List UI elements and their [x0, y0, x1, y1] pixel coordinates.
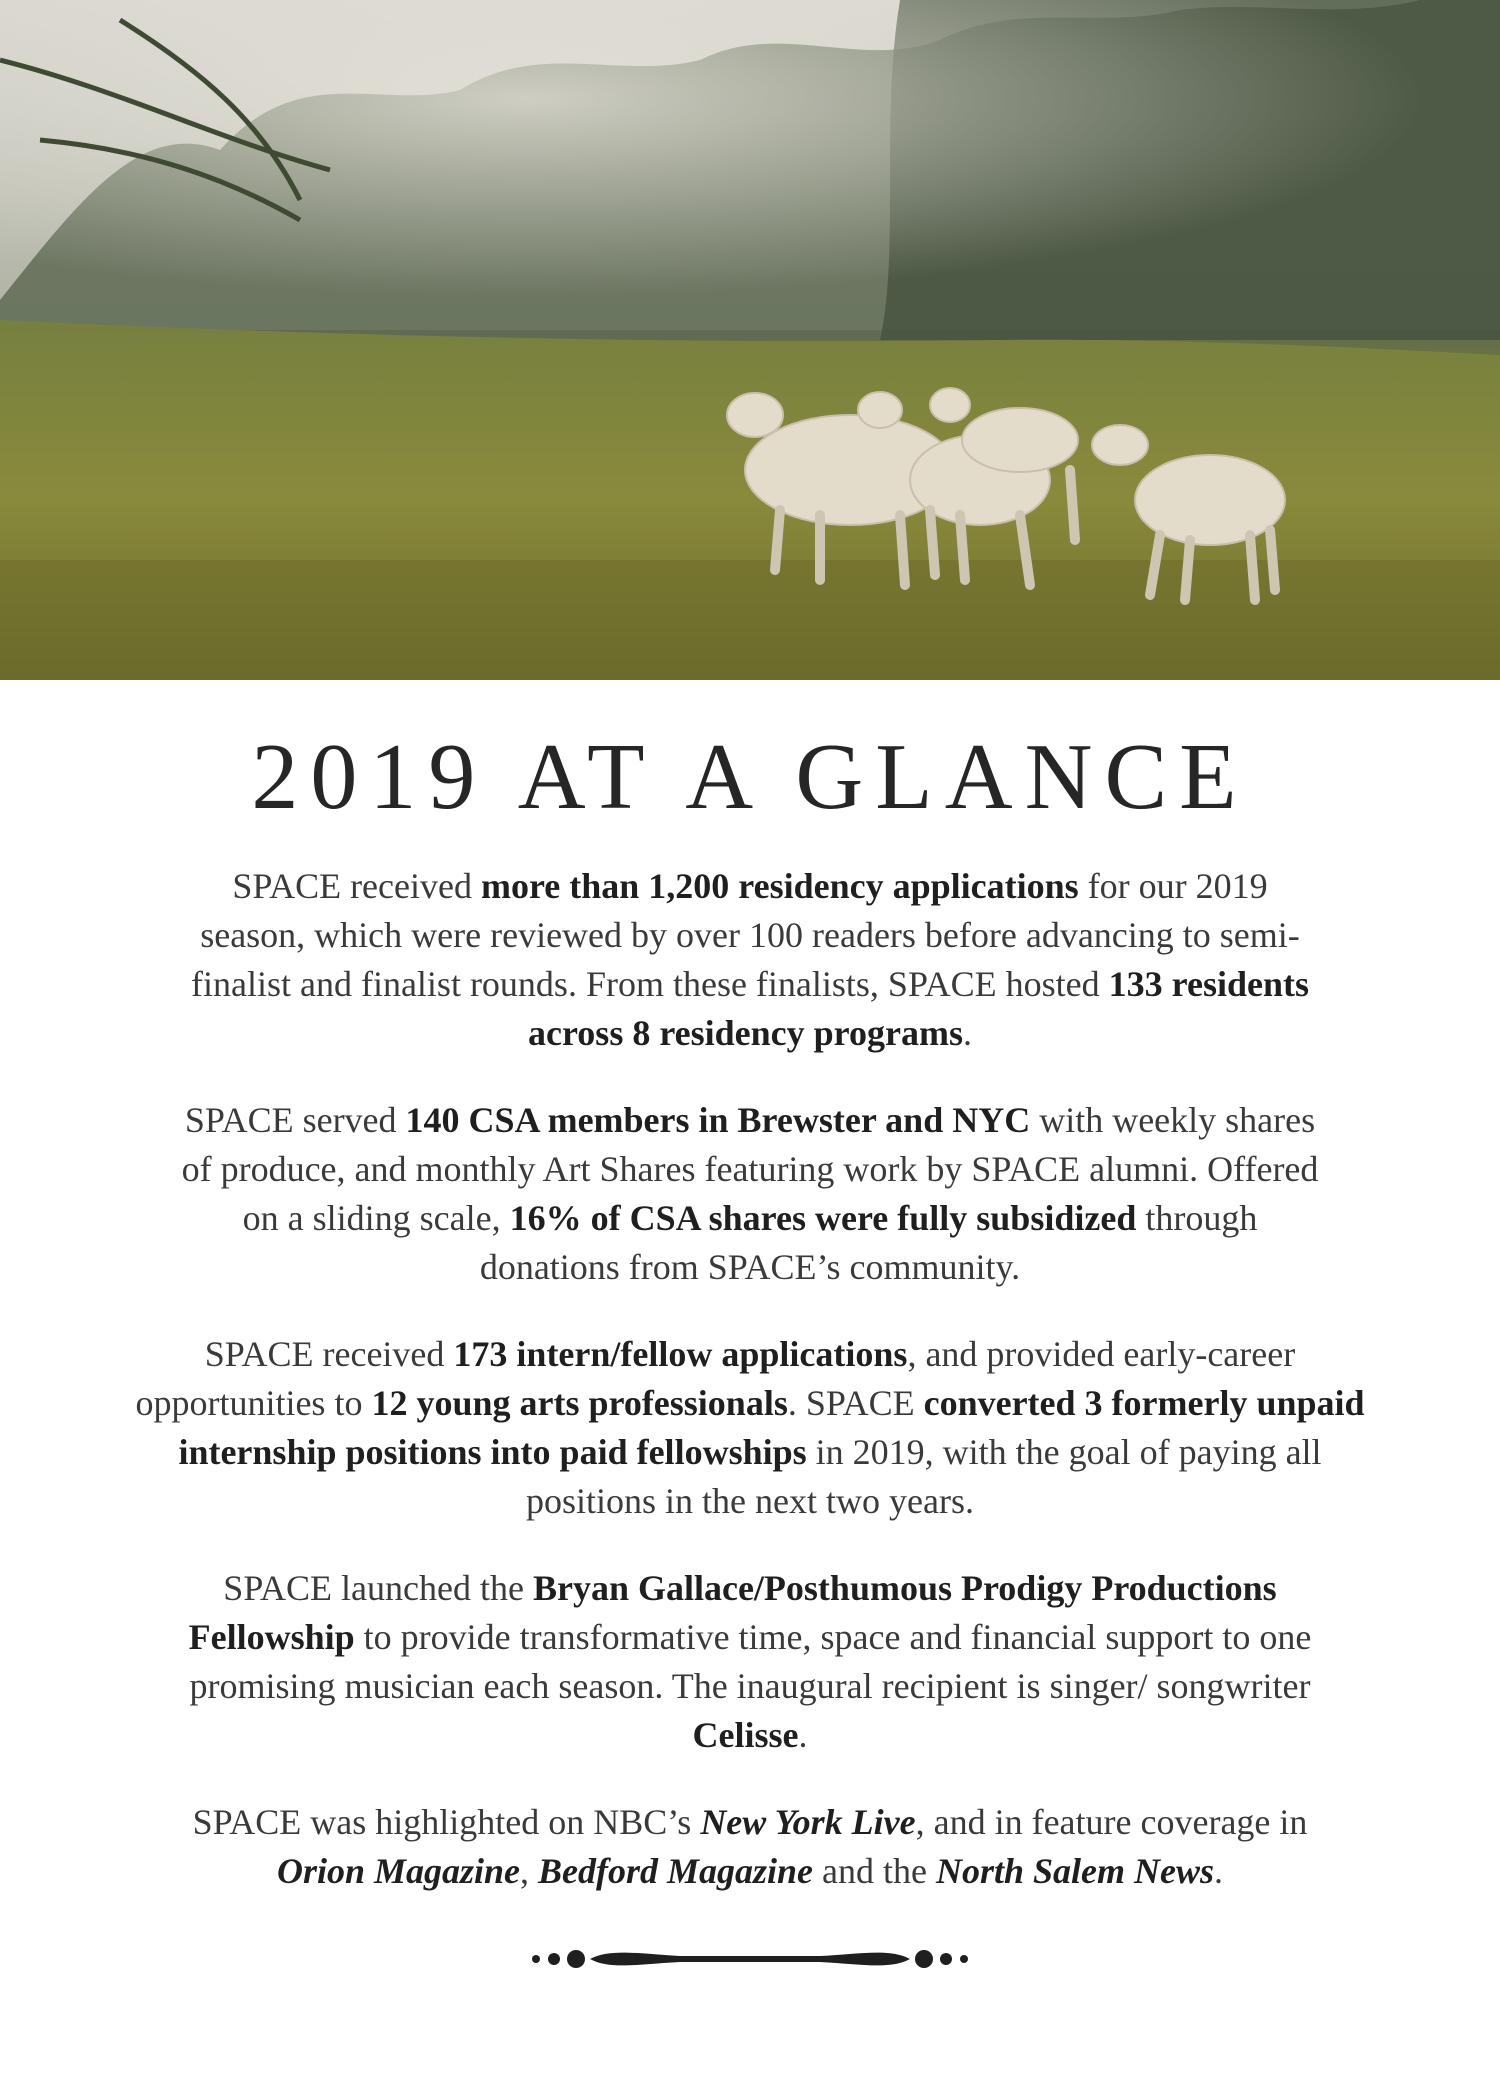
p1-bold-2: 133 residents across 8 residency programs	[528, 964, 1309, 1053]
p4-text-3: .	[798, 1715, 808, 1755]
p2-text-1: SPACE served	[184, 1100, 406, 1140]
p5-italic-4: North Salem News	[936, 1851, 1215, 1891]
p3-text-3: . SPACE	[787, 1383, 924, 1423]
p3-text-4: in 2019, with the goal of paying all positions in the next two years.	[526, 1432, 1322, 1521]
p5-text-1: SPACE was highlighted on NBC’s	[192, 1802, 701, 1842]
hero-photo	[0, 0, 1500, 680]
p4-bold-2: Celisse	[692, 1715, 799, 1755]
dotted-flourish-divider-icon	[530, 1944, 970, 1974]
p4-text-2: to provide transformative time, space and financial support to one promising musician each season. The inaugural recipient is singer/ songwriter	[189, 1617, 1312, 1706]
p5-italic-1: New York Live	[700, 1802, 916, 1842]
p5-italic-3: Bedford Magazine	[538, 1851, 814, 1891]
csa-paragraph	[180, 1096, 1320, 1292]
internship-paragraph	[120, 1330, 1380, 1526]
p1-bold-1: more than 1,200 residency applications	[480, 866, 1079, 906]
p3-text-1: SPACE received	[204, 1334, 454, 1374]
press-paragraph	[170, 1798, 1330, 1896]
p4-bold-1: Bryan Gallace/Posthumous Prodigy Productions Fellowship	[188, 1568, 1277, 1657]
p3-bold-3: converted 3 formerly unpaid internship positions into paid fellowships	[178, 1383, 1365, 1472]
p4-text-1: SPACE launched the	[223, 1568, 533, 1608]
sheep-field-illustration	[0, 0, 1500, 680]
page-title: 2019 AT A GLANCE	[251, 725, 1249, 829]
p1-text-3: .	[962, 1013, 972, 1053]
p2-text-3: through donations from SPACE’s community.	[479, 1198, 1258, 1287]
fellowship-paragraph	[150, 1564, 1350, 1760]
p2-bold-1: 140 CSA members in Brewster and NYC	[405, 1100, 1031, 1140]
p3-text-2: , and provided early-career opportunities to	[135, 1334, 1296, 1423]
p2-text-2: with weekly shares of produce, and monthly Art Shares featuring work by SPACE alumni. Offered on a sliding scale,	[181, 1100, 1319, 1238]
p3-bold-1: 173 intern/fellow applications	[453, 1334, 908, 1374]
p5-text-2: , and in feature coverage in	[915, 1802, 1308, 1842]
p5-text-4: and the	[813, 1851, 936, 1891]
p1-text-2: for our 2019 season, which were reviewed by over 100 readers before advancing to semi-finalist and finalist rounds. From these finalists, SPACE hosted	[191, 866, 1300, 1004]
p1-text-1: SPACE received	[232, 866, 481, 906]
p5-text-3: ,	[520, 1851, 539, 1891]
p5-text-5: .	[1214, 1851, 1224, 1891]
residency-paragraph	[180, 862, 1320, 1058]
p3-bold-2: 12 young arts professionals	[371, 1383, 788, 1423]
p5-italic-2: Orion Magazine	[276, 1851, 521, 1891]
p2-bold-2: 16% of CSA shares were fully subsidized	[509, 1198, 1137, 1238]
glance-content	[0, 680, 1500, 1974]
